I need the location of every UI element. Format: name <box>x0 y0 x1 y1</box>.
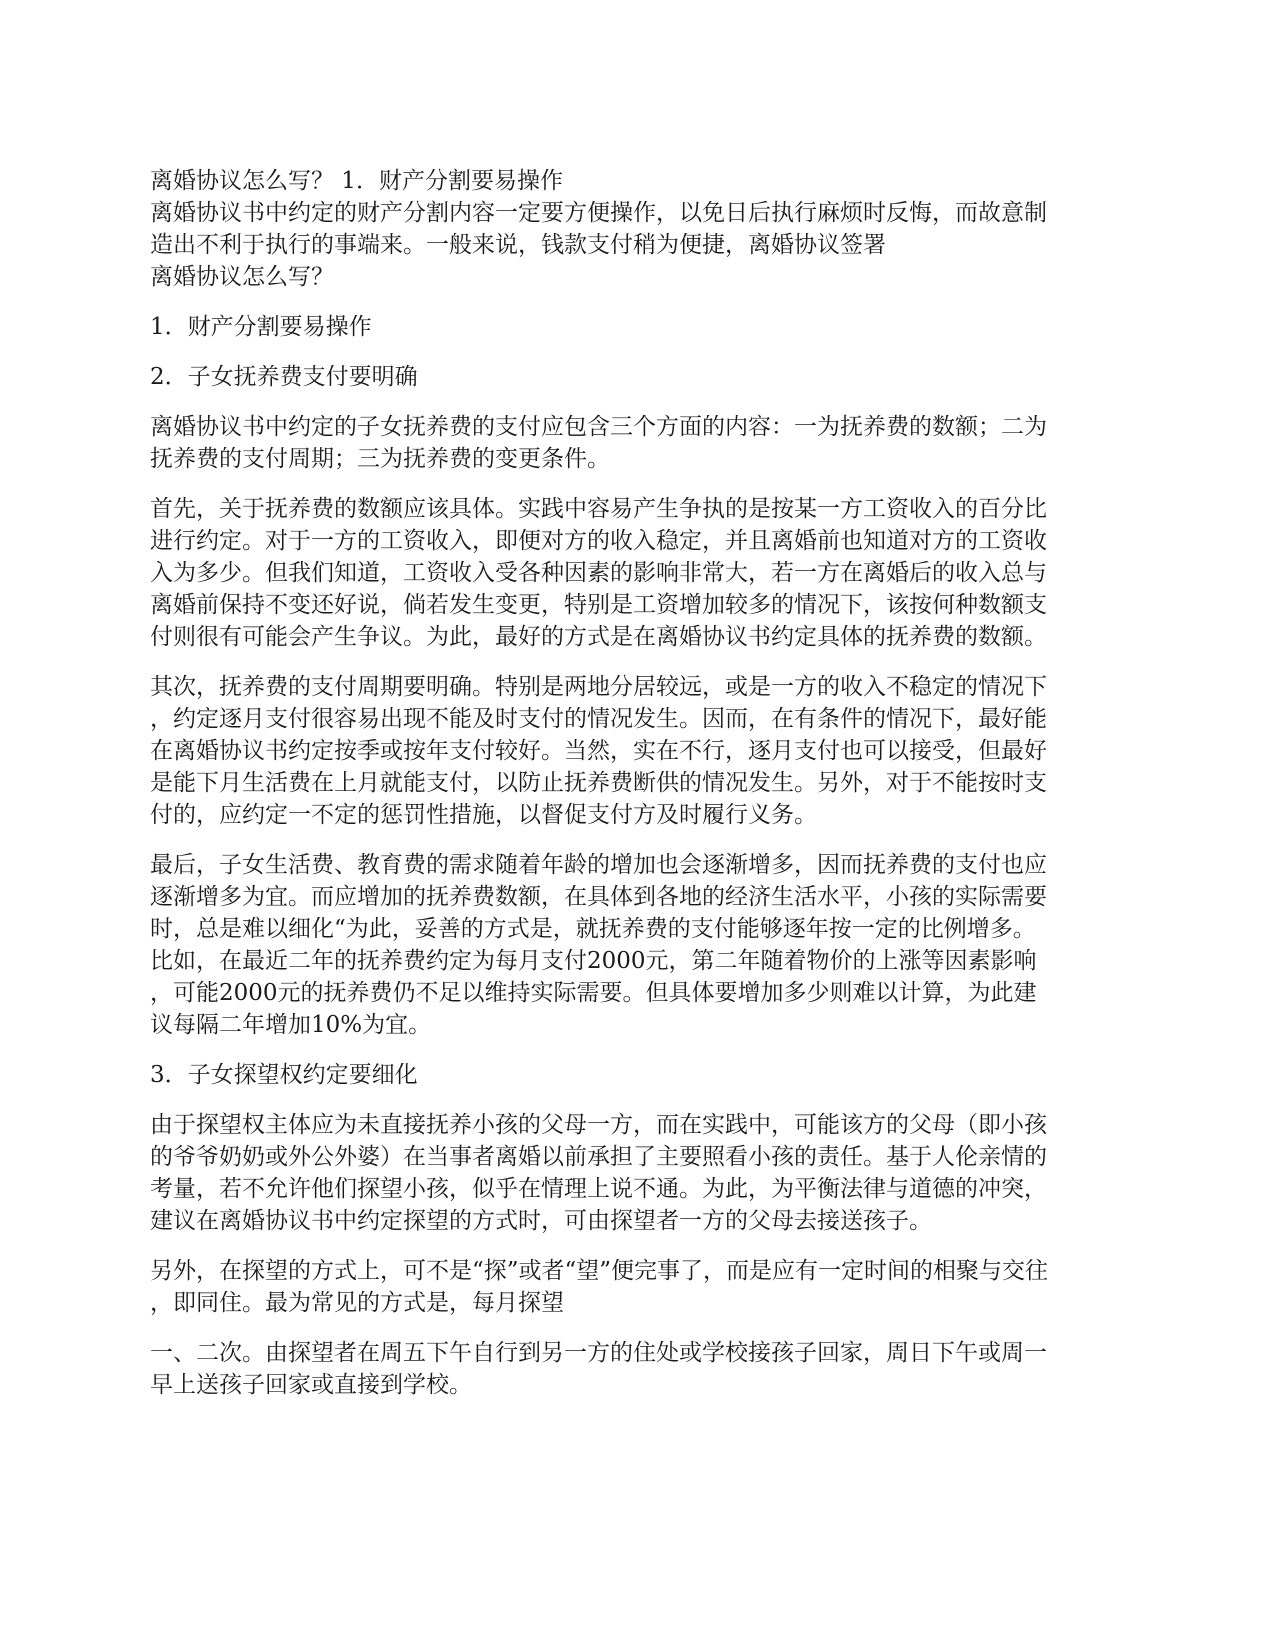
text-line: 议每隔二年增加10%为宜。 <box>150 1012 432 1038</box>
section-heading <box>150 1059 1125 1091</box>
intro-line: 离婚协议怎么写？ 1．财产分割要易操作 <box>150 168 563 194</box>
text-line: 付则很有可能会产生争议。为此，最好的方式是在离婚协议书约定具体的抚养费的数额。 <box>150 624 1047 650</box>
text-line: 比如，在最近二年的抚养费约定为每月支付2000元，第二年随着物价的上涨等因素影响 <box>150 948 1037 974</box>
section-heading <box>150 311 1125 343</box>
text-line: 首先，关于抚养费的数额应该具体。实践中容易产生争执的是按某一方工资收入的百分比 <box>150 496 1047 522</box>
text-line: 入为多少。但我们知道，工资收入受各种因素的影响非常大，若一方在离婚后的收入总与 <box>150 560 1047 586</box>
text-line: 一、二次。由探望者在周五下午自行到另一方的住处或学校接孩子回家，周日下午或周一 <box>150 1340 1047 1366</box>
text-line: 付的，应约定一不定的惩罚性措施，以督促支付方及时履行义务。 <box>150 802 817 828</box>
text-line: 考量，若不允许他们探望小孩，似乎在情理上说不通。为此，为平衡法律与道德的冲突， <box>150 1176 1047 1202</box>
paragraph <box>150 1337 1125 1401</box>
text-line: 由于探望权主体应为未直接抚养小孩的父母一方，而在实践中，可能该方的父母（即小孩 <box>150 1112 1047 1138</box>
text-line: 建议在离婚协议书中约定探望的方式时，可由探望者一方的父母去接送孩子。 <box>150 1208 932 1234</box>
text-line: 另外，在探望的方式上，可不是“探”或者“望”便完事了，而是应有一定时间的相聚与交往 <box>150 1258 1049 1284</box>
text-line: 在离婚协议书约定按季或按年支付较好。当然，实在不行，逐月支付也可以接受，但最好 <box>150 738 1047 764</box>
text-line: 的爷爷奶奶或外公外婆）在当事者离婚以前承担了主要照看小孩的责任。基于人伦亲情的 <box>150 1144 1047 1170</box>
paragraph <box>150 1109 1125 1237</box>
paragraph <box>150 1255 1125 1319</box>
section-heading <box>150 361 1125 393</box>
text-line: 3．子女探望权约定要细化 <box>150 1062 418 1088</box>
document-page <box>150 165 1125 1419</box>
intro-line: 离婚协议怎么写？ <box>150 264 334 290</box>
text-line: 进行约定。对于一方的工资收入，即便对方的收入稳定，并且离婚前也知道对方的工资收 <box>150 528 1047 554</box>
text-line: ，可能2000元的抚养费仍不足以维持实际需要。但具体要增加多少则难以计算，为此建 <box>150 980 1037 1006</box>
paragraph <box>150 411 1125 475</box>
text-line: 其次，抚养费的支付周期要明确。特别是两地分居较远，或是一方的收入不稳定的情况下 <box>150 674 1047 700</box>
text-line: 2．子女抚养费支付要明确 <box>150 364 418 390</box>
paragraph <box>150 671 1125 831</box>
text-line: 早上送孩子回家或直接到学校。 <box>150 1372 472 1398</box>
text-line: 是能下月生活费在上月就能支付，以防止抚养费断供的情况发生。另外，对于不能按时支 <box>150 770 1047 796</box>
text-line: 离婚前保持不变还好说，倘若发生变更，特别是工资增加较多的情况下，该按何种数额支 <box>150 592 1047 618</box>
text-line: 抚养费的支付周期；三为抚养费的变更条件。 <box>150 446 610 472</box>
intro-line: 造出不利于执行的事端来。一般来说，钱款支付稍为便捷，离婚协议签署 <box>150 232 886 258</box>
paragraph <box>150 849 1125 1041</box>
text-line: 离婚协议书中约定的子女抚养费的支付应包含三个方面的内容：一为抚养费的数额；二为 <box>150 414 1047 440</box>
intro-line: 离婚协议书中约定的财产分割内容一定要方便操作，以免日后执行麻烦时反悔，而故意制 <box>150 200 1047 226</box>
text-line: 逐渐增多为宜。而应增加的抚养费数额，在具体到各地的经济生活水平，小孩的实际需要 <box>150 884 1047 910</box>
text-line: 1．财产分割要易操作 <box>150 314 372 340</box>
text-line: 时，总是难以细化“为此，妥善的方式是，就抚养费的支付能够逐年按一定的比例增多。 <box>150 916 1036 942</box>
text-line: ，即同住。最为常见的方式是，每月探望 <box>150 1290 564 1316</box>
text-line: 最后，子女生活费、教育费的需求随着年龄的增加也会逐渐增多，因而抚养费的支付也应 <box>150 852 1047 878</box>
text-line: ，约定逐月支付很容易出现不能及时支付的情况发生。因而，在有条件的情况下，最好能 <box>150 706 1047 732</box>
intro-block <box>150 165 1125 293</box>
paragraph <box>150 493 1125 653</box>
